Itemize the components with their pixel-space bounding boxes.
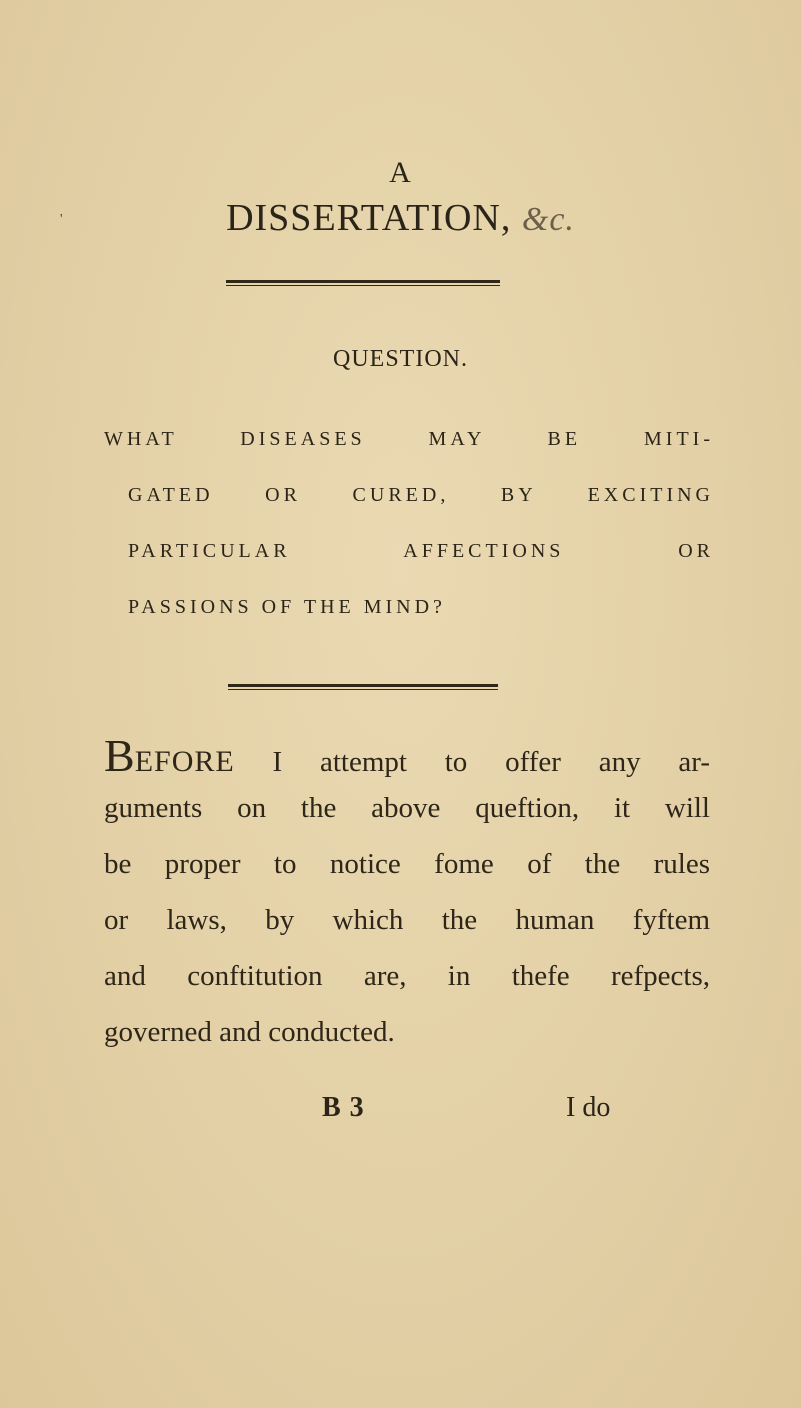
- body-line-3: be proper to notice fome of the rules: [104, 848, 710, 880]
- opening-word-smallcaps: EFORE: [134, 745, 235, 778]
- signature-mark: B 3: [322, 1092, 365, 1123]
- question-line-4: PASSIONS OF THE MIND?: [128, 596, 446, 618]
- body-line-1: [104, 730, 711, 781]
- heading-prefix: A: [389, 156, 412, 189]
- question-label: QUESTION.: [333, 346, 468, 372]
- body-line-5: and conftitution are, in thefe refpects,: [104, 960, 710, 992]
- margin-mark: ': [60, 212, 63, 227]
- bottom-rule-divider: [228, 684, 498, 690]
- page-title: [0, 196, 801, 240]
- title-text: DISSERTATION,: [226, 197, 512, 239]
- drop-cap: B: [104, 730, 135, 781]
- question-line-2: GATED OR CURED, BY EXCITING: [128, 484, 714, 506]
- title-suffix: &c.: [521, 201, 575, 238]
- top-rule-divider: [226, 280, 500, 286]
- body-line-4: or laws, by which the human fyftem: [104, 904, 710, 936]
- body-line-6: governed and conducted.: [104, 1016, 395, 1048]
- catchword: I do: [566, 1092, 611, 1123]
- body-line-2: guments on the above queftion, it will: [104, 792, 710, 824]
- question-line-3: PARTICULAR AFFECTIONS OR: [128, 540, 714, 562]
- body-line-1-text: I attempt to offer any ar-: [272, 746, 711, 778]
- question-line-1: WHAT DISEASES MAY BE MITI-: [104, 428, 714, 450]
